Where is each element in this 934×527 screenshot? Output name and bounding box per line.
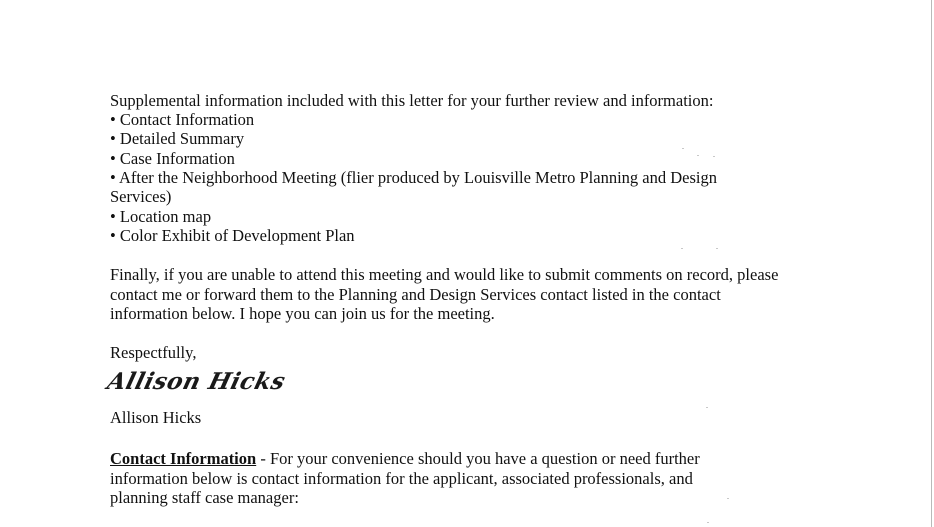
bullet-contact-information: • Contact Information [110,110,255,129]
scan-speck [713,156,715,157]
handwritten-signature: Allison Hicks [104,368,289,395]
bullet-after-neighborhood-meeting: • After the Neighborhood Meeting (flier produced by Louisville Metro Planning and Design [110,168,717,187]
scan-speck [716,248,718,249]
scan-speck [697,155,699,156]
signer-name: Allison Hicks [110,408,202,427]
sign-off: Respectfully, [110,343,197,362]
scan-speck [727,498,729,499]
intro-line: Supplemental information included with this letter for your further review and information: [110,91,714,110]
contact-information-line-3: planning staff case manager: [110,488,299,507]
page-edge-divider [931,0,932,527]
bullet-after-neighborhood-meeting-continued: Services) [110,187,172,206]
bullet-color-exhibit: • Color Exhibit of Development Plan [110,226,355,245]
closing-paragraph-line-2: contact me or forward them to the Planning and Design Services contact listed in the contact [110,285,721,304]
contact-information-line-2: information below is contact information for the applicant, associated professionals, and [110,469,693,488]
bullet-detailed-summary: • Detailed Summary [110,129,245,148]
contact-information-line-1 [110,449,700,468]
scan-speck [682,148,684,149]
contact-information-text: - For your convenience should you have a question or need further [256,449,700,468]
closing-paragraph-line-3: information below. I hope you can join us for the meeting. [110,304,495,323]
scan-speck [706,407,708,408]
scan-speck [681,248,683,249]
bullet-location-map: • Location map [110,207,212,226]
closing-paragraph-line-1: Finally, if you are unable to attend this meeting and would like to submit comments on record, please [110,265,779,284]
scan-speck [707,522,709,523]
contact-information-heading: Contact Information [110,449,257,468]
bullet-case-information: • Case Information [110,149,235,168]
